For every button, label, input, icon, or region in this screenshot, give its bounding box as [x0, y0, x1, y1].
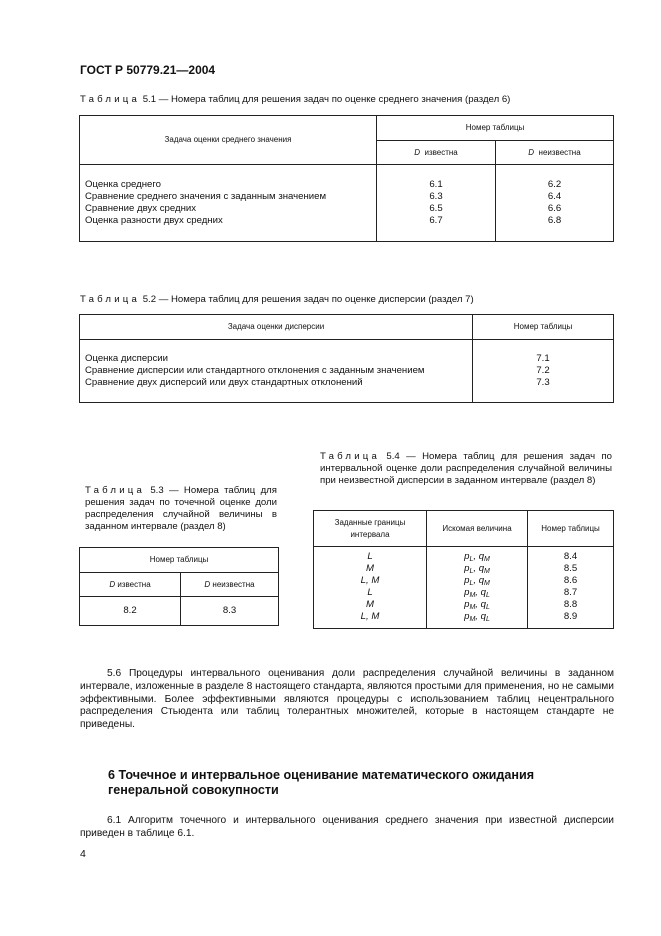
caption-number: 5.2 [142, 294, 157, 305]
col-known-header: D известна [377, 141, 496, 165]
task-cell [80, 340, 473, 403]
table-number: 8.8 [563, 599, 578, 610]
table-number: 8.4 [563, 551, 578, 562]
table-number: 8.9 [563, 611, 578, 622]
sought-value: $p_M$, $q_L$ [464, 587, 490, 599]
col-number-header: Номер таблицы [528, 511, 614, 547]
task-row: Оценка среднего [85, 179, 162, 190]
bounds-value: L, M [360, 611, 380, 622]
task-row: Оценка разности двух средних [85, 215, 223, 226]
task-row: Оценка дисперсии [85, 353, 169, 364]
col-bounds-header: Заданные границы интервала [314, 511, 427, 547]
caption-text: — Номера таблиц для решения задач по оценке среднего значения (раздел 6) [158, 94, 511, 105]
col-number-header: Номер таблицы [473, 315, 614, 340]
table-number: 7.1 [536, 353, 550, 364]
unknown-cell [496, 165, 614, 242]
task-row: Сравнение двух средних [85, 203, 197, 214]
number-cell [473, 340, 614, 403]
table-5-4-caption [320, 451, 612, 487]
caption-word: Таблица [80, 294, 141, 305]
sought-value: $p_M$, $q_L$ [464, 611, 490, 623]
table-5-3 [79, 547, 279, 626]
caption-number: 5.1 [142, 94, 157, 105]
number-cell [528, 547, 614, 629]
caption-number: 5.3 [150, 485, 164, 496]
caption-word: Таблица [80, 94, 141, 105]
caption-word: Таблица [320, 451, 381, 462]
table-5-3-caption [85, 485, 277, 533]
col-unknown-header: D неизвестна [181, 573, 279, 597]
table-number: 8.6 [563, 575, 578, 586]
caption-text: — Номера таблиц для решения задач по оценке дисперсии (раздел 7) [158, 294, 474, 305]
col-known-header: D известна [80, 573, 181, 597]
col-unknown-header: D неизвестна [496, 141, 614, 165]
table-number: 8.5 [563, 563, 578, 574]
table-number: 6.7 [429, 215, 443, 226]
col-task-header: Задача оценки дисперсии [80, 315, 473, 340]
document-header: ГОСТ Р 50779.21—2004 [80, 63, 216, 77]
sought-value: $p_M$, $q_L$ [464, 599, 490, 611]
caption-text: — Номера таблиц для решения задач по точечной оценке доли распределения случайной величины в заданном интервале (раздел 8) [85, 485, 277, 532]
section-6-heading: 6 Точечное и интервальное оценивание математического ожидания генеральной совокупности [108, 768, 535, 797]
caption-number: 5.4 [386, 451, 400, 462]
table-number: 6.4 [547, 191, 562, 202]
unknown-value: 8.3 [181, 597, 279, 626]
table-number: 6.2 [547, 179, 562, 190]
table-number: 6.6 [547, 203, 562, 214]
task-row: Сравнение двух дисперсий или двух стандартных отклонений [85, 377, 363, 388]
task-cell [80, 165, 377, 242]
caption-word: Таблица [85, 485, 146, 496]
table-5-1-caption [80, 94, 510, 106]
table-5-2-caption [80, 294, 474, 306]
table-number: 6.3 [429, 191, 443, 202]
task-row: Сравнение среднего значения с заданным значением [85, 191, 327, 202]
col-value-header: Искомая величина [427, 511, 528, 547]
table-number: 7.2 [536, 365, 550, 376]
col-task-header: Задача оценки среднего значения [80, 116, 377, 165]
col-number-header: Номер таблицы [377, 116, 614, 141]
bounds-cell [314, 547, 427, 629]
sought-value: $p_L$, $q_M$ [464, 575, 490, 587]
value-cell [427, 547, 528, 629]
bounds-value: L [367, 587, 373, 598]
table-5-2 [79, 314, 614, 403]
table-5-4 [313, 510, 614, 629]
sought-value: $p_L$, $q_M$ [464, 551, 490, 563]
col-number-header: Номер таблицы [80, 548, 279, 573]
bounds-value: M [366, 563, 374, 574]
known-value: 8.2 [80, 597, 181, 626]
paragraph-6-1: 6.1 Алгоритм точечного и интервального оценивания среднего значения при известной дисперсии приведен в таблице 6.1. [80, 815, 614, 839]
table-number: 7.3 [536, 377, 550, 388]
table-number: 8.7 [563, 587, 578, 598]
page-number: 4 [80, 848, 86, 860]
table-5-1 [79, 115, 614, 242]
task-row: Сравнение дисперсии или стандартного отклонения с заданным значением [85, 365, 425, 376]
sought-value: $p_L$, $q_M$ [464, 563, 490, 575]
bounds-value: M [366, 599, 374, 610]
bounds-value: L, M [360, 575, 380, 586]
table-number: 6.8 [547, 215, 562, 226]
paragraph-5-6: 5.6 Процедуры интервального оценивания доли распределения случайной величины в заданном интервале, изложенные в разделе 8 настоящего стандарта, являются простыми для применения, но не самыми эффективными. Более эффективными являются процедуры с использованием таблиц нецентрального распределения Стьюдента или таблиц толерантных множителей, которые в настоящем стандарте не приведены. [80, 668, 614, 731]
caption-text: — Номера таблиц для решения задач по интервальной оценке доли распределения случайной величины при неизвестной дисперсии в заданном интервале (раздел 8) [320, 451, 612, 486]
table-number: 6.1 [429, 179, 443, 190]
table-number: 6.5 [429, 203, 443, 214]
bounds-value: L [367, 551, 373, 562]
known-cell [377, 165, 496, 242]
